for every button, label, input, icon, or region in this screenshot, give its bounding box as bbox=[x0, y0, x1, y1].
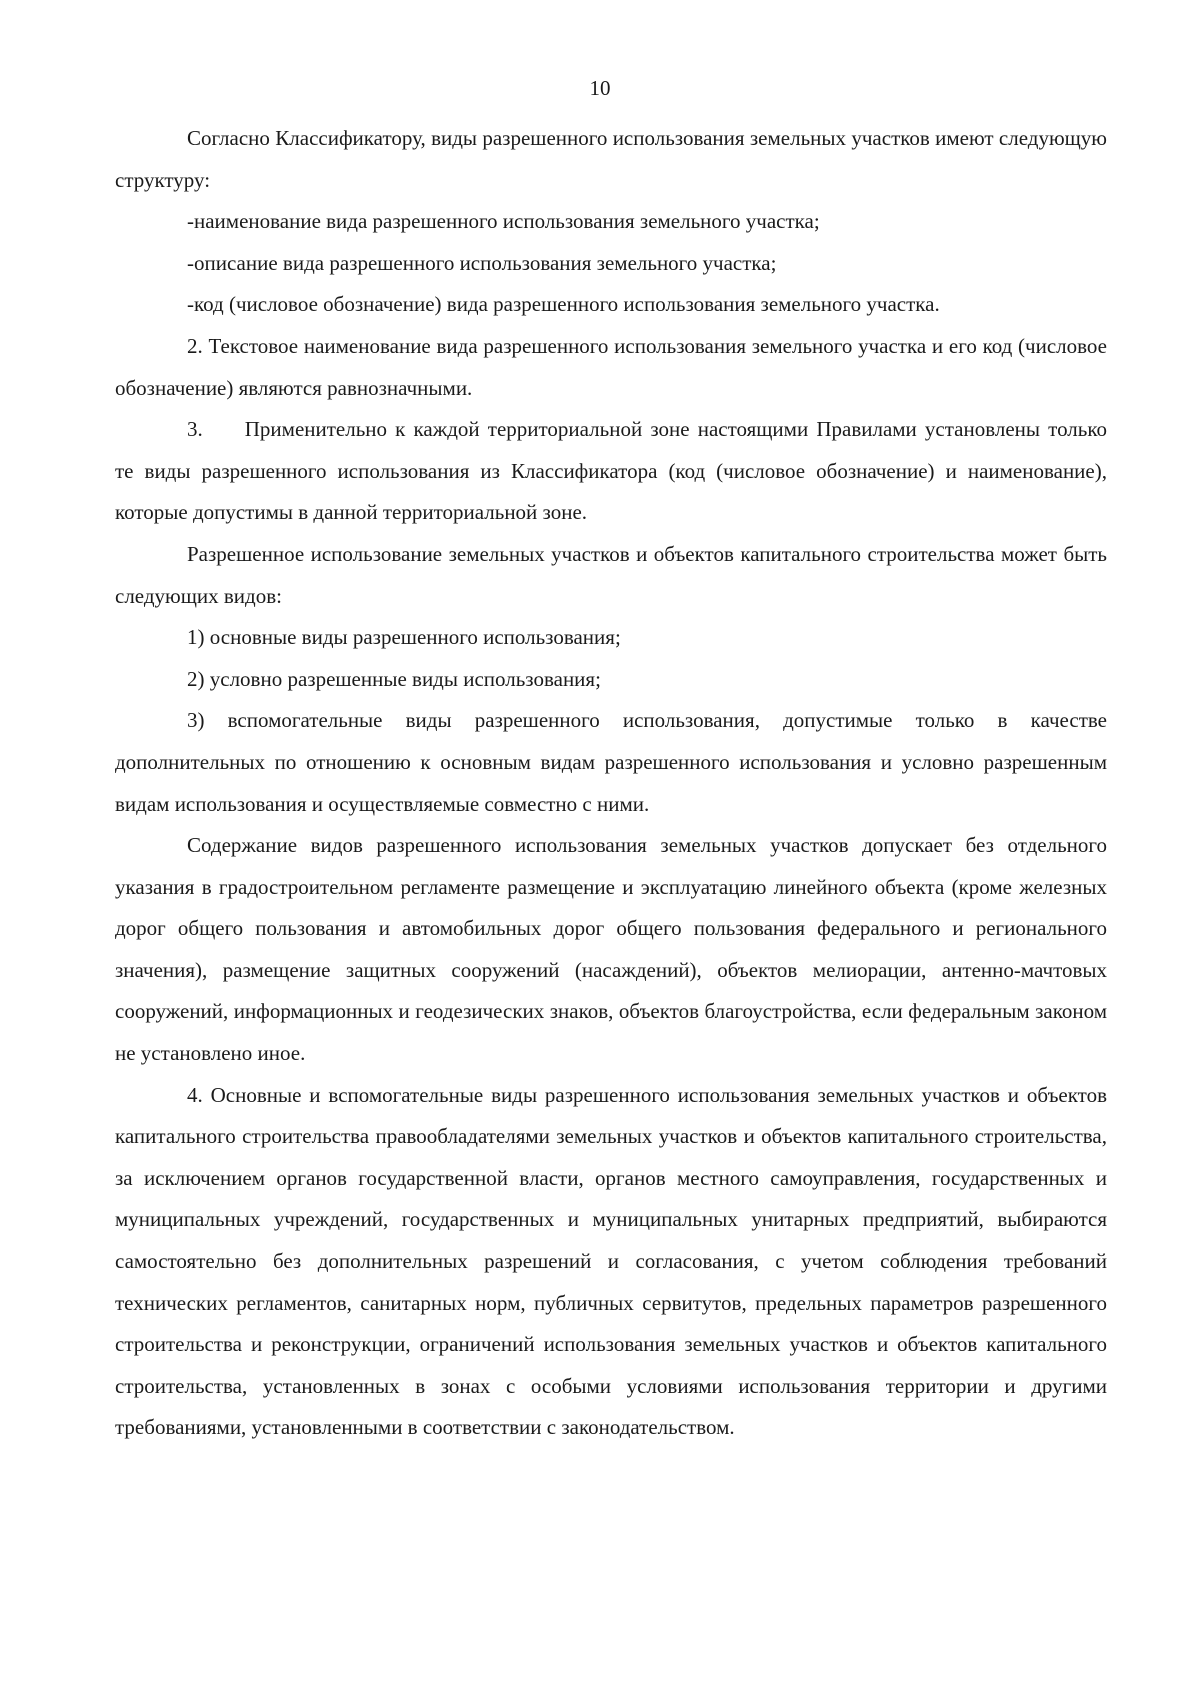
paragraph-4: 4. Основные и вспомогательные виды разрешенного использования земельных участков и объектов капитального строительства правообладателями земельных участков и объектов капитального строительства, за исключением органов государственной власти, органов местного самоуправления, государственных и муниципальных учреждений, государственных и муниципальных унитарных предприятий, выбираются самостоятельно без дополнительных разрешений и согласования, с учетом соблюдения требований технических регламентов, санитарных норм, публичных сервитутов, предельных параметров разрешенного строительства и реконструкции, ограничений использования земельных участков и объектов капитального строительства, установленных в зонах с особыми условиями использования территории и другими требованиями, установленными в соответствии с законодательством. bbox=[115, 1082, 1107, 1440]
paragraph-classifier-structure: Согласно Классификатору, виды разрешенного использования земельных участков имеют следующую структуру: bbox=[115, 126, 1107, 192]
page-number: 10 bbox=[589, 76, 611, 100]
paragraph-3: 3. Применительно к каждой территориальной зоне настоящими Правилами установлены только те виды разрешенного использования из Классификатора (код (числовое обозначение) и наименование), которые допустимы в данной территориальной зоне. bbox=[115, 417, 1107, 525]
list-item-auxiliary-types: 3) вспомогательные виды разрешенного использования, допустимые только в качестве дополнительных по отношению к основным видам разрешенного использования и условно разрешенным видам использования и осуществляемые совместно с ними. bbox=[115, 708, 1107, 816]
paragraph-content-of-types: Содержание видов разрешенного использования земельных участков допускает без отдельного указания в градостроительном регламенте размещение и эксплуатацию линейного объекта (кроме железных дорог общего пользования и автомобильных дорог общего пользования федерального и регионального значения), размещение защитных сооружений (насаждений), объектов мелиорации, антенно-мачтовых сооружений, информационных и геодезических знаков, объектов благоустройства, если федеральным законом не установлено иное. bbox=[115, 833, 1107, 1066]
list-item-name: ‑наименование вида разрешенного использования земельного участка; bbox=[187, 209, 820, 234]
list-item-conditional-types: 2) условно разрешенные виды использования; bbox=[187, 666, 601, 691]
paragraph-2: 2. Текстовое наименование вида разрешенного использования земельного участка и его код (числовое обозначение) являются равнозначными. bbox=[115, 333, 1107, 400]
document-body bbox=[115, 118, 1107, 1449]
list-item-main-types: 1) основные виды разрешенного использования; bbox=[187, 625, 621, 650]
paragraph-permitted-use: Разрешенное использование земельных участков и объектов капитального строительства может быть следующих видов: bbox=[115, 541, 1107, 608]
list-item-description: ‑описание вида разрешенного использования земельного участка; bbox=[187, 250, 777, 275]
list-item-code: ‑код (числовое обозначение) вида разрешенного использования земельного участка. bbox=[187, 292, 940, 317]
